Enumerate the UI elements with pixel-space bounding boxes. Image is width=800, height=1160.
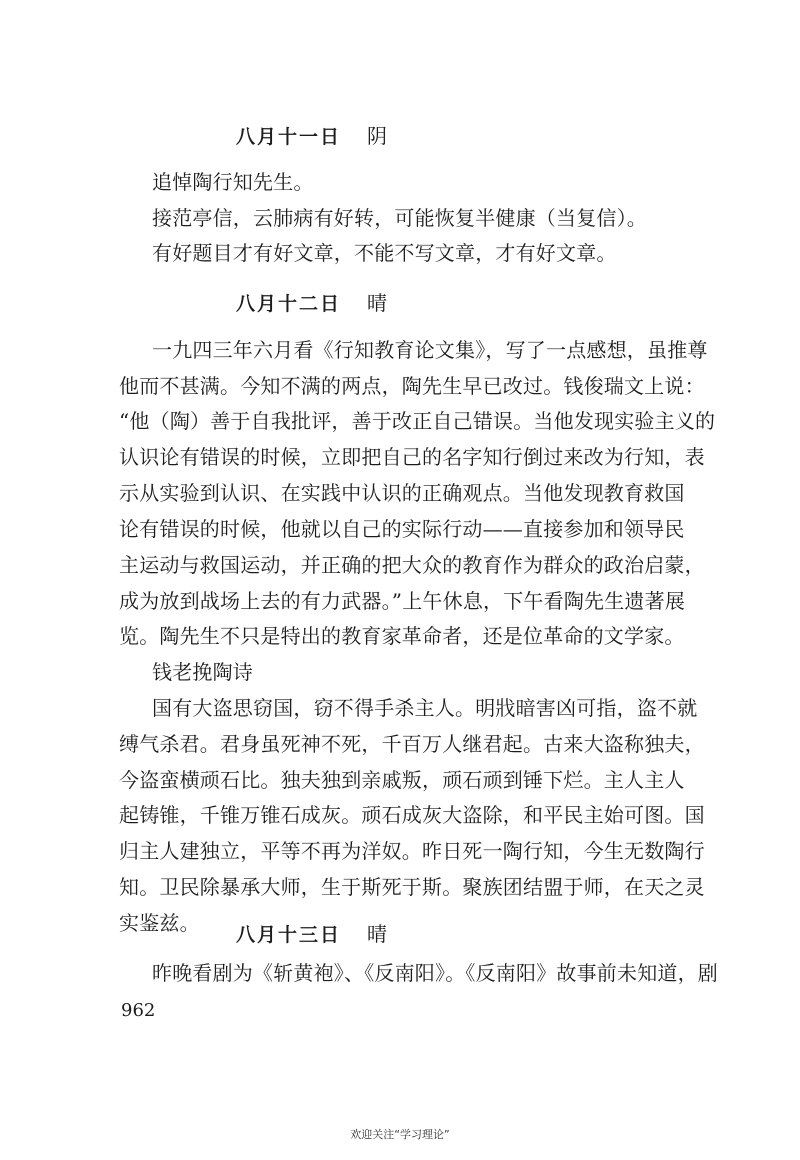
entry-2-weather: 晴 — [367, 291, 390, 315]
page-number: 962 — [121, 1000, 156, 1021]
entry-2-line: 论有错误的时候，他就以自己的实际行动——直接参加和领导民 — [119, 517, 685, 541]
poem-line: 起铸锥，千锥万锥石成灰。顽石成灰大盗除，和平民主始可图。国 — [119, 803, 705, 827]
entry-2-heading — [236, 287, 389, 316]
entry-2-line: 认识论有错误的时候，立即把自己的名字知行倒过来改为行知，表 — [119, 445, 705, 469]
entry-2-line: 览。陶先生不只是特出的教育家革命者，还是位革命的文学家。 — [119, 624, 685, 648]
entry-2-line: 他而不甚满。今知不满的两点，陶先生早已改过。钱俊瑞文上说： — [119, 374, 705, 398]
entry-1-line: 接范亭信，云肺病有好转，可能恢复半健康（当复信）。 — [152, 206, 647, 230]
poem-line: 缚气杀君。君身虽死神不死，千百万人继君起。古来大盗称独夫， — [119, 732, 705, 756]
poem-line: 归主人建独立，平等不再为洋奴。昨日死一陶行知，今生无数陶行 — [119, 839, 705, 863]
entry-2-line: 一九四三年六月看《行知教育论文集》，写了一点感想，虽推尊 — [152, 338, 708, 362]
entry-3-line: 昨晚看剧为《斩黄袍》、《反南阳》。《反南阳》故事前未知道，剧 — [152, 961, 718, 985]
poem-line: 实鉴兹。 — [119, 911, 200, 935]
entry-2-line: 主运动与救国运动，并正确的把大众的教育作为群众的政治启蒙， — [119, 553, 705, 577]
poem-title: 钱老挽陶诗 — [152, 660, 253, 684]
entry-2-line: “他（陶）善于自我批评，善于改正自己错误。当他发现实验主义的 — [119, 409, 716, 433]
entry-1-heading — [236, 120, 389, 149]
entry-2-line: 示从实验到认识、在实践中认识的正确观点。当他发现教育救国 — [119, 481, 685, 505]
entry-2-line: 成为放到战场上去的有力武器。”上午休息，下午看陶先生遗著展 — [119, 589, 686, 613]
entry-2-date: 八月十二日 — [236, 293, 342, 315]
entry-1-weather: 阴 — [367, 124, 390, 148]
footer-watermark: 欢迎关注“学习理论” — [350, 1128, 450, 1141]
poem-line: 今盗蛮横顽石比。独夫独到亲戚叛，顽石顽到锤下烂。主人主人 — [119, 768, 685, 792]
entry-1-date: 八月十一日 — [236, 126, 342, 148]
entry-1-line: 有好题目才有好文章，不能不写文章，才有好文章。 — [152, 241, 617, 265]
entry-3-weather: 晴 — [367, 922, 390, 946]
entry-3-date: 八月十三日 — [236, 924, 342, 946]
poem-line: 国有大盗思窃国，窃不得手杀主人。明戕暗害凶可指，盗不就 — [152, 696, 698, 720]
entry-3-title — [236, 918, 389, 947]
entry-1-line: 追悼陶行知先生。 — [152, 170, 314, 194]
poem-line: 知。卫民除暴承大师，生于斯死于斯。聚族团结盟于师，在天之灵 — [119, 875, 705, 899]
